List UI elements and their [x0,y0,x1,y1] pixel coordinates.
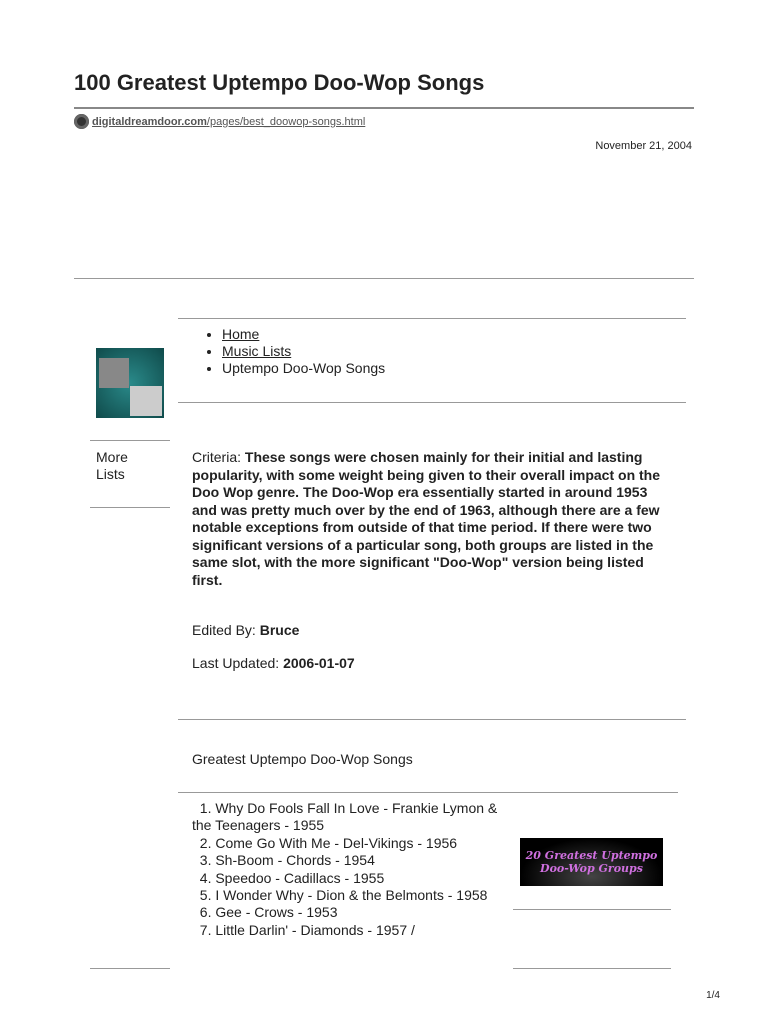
divider [178,719,686,720]
page-number: 1/4 [706,990,720,1001]
breadcrumb-current: • Uptempo Doo-Wop Songs [222,360,385,377]
criteria: Criteria: These songs were chosen mainly for their initial and lasting popularity, with some weight being given to their overall impact on the Doo Wop genre. The Doo-Wop era essentially started in around 1953 and was pretty much over by the end of 1963, although there are a few notable exceptions from outside of that time period. If there were two significant versions of a particular song, both groups are listed in the same slot, with the more significant "Doo-Wop" version being listed first. [192,449,661,588]
divider [178,402,686,403]
more-lists-link[interactable]: More Lists [96,449,128,482]
divider [90,440,170,441]
breadcrumb-home[interactable]: • Home [222,326,385,343]
divider [74,278,694,279]
list-item: 1. Why Do Fools Fall In Love - Frankie Lymon & the Teenagers - 1955 [192,800,502,834]
source-line [74,114,365,129]
breadcrumb-music-lists[interactable]: • Music Lists [222,343,385,360]
divider [513,909,671,910]
divider [90,968,170,969]
song-list [192,800,510,939]
divider [90,507,170,508]
last-updated: Last Updated: 2006-01-07 [192,655,355,671]
page-title: 100 Greatest Uptempo Doo-Wop Songs [74,70,485,95]
source-link[interactable]: digitaldreamdoor.com/pages/best_doowop-songs.html [92,115,366,128]
list-item: 5. I Wonder Why - Dion & the Belmonts - 1958 [192,887,488,904]
breadcrumb [192,326,385,377]
list-item: 2. Come Go With Me - Del-Vikings - 1956 [192,834,458,851]
list-item: 7. Little Darlin' - Diamonds - 1957 / [192,921,415,938]
date: November 21, 2004 [595,140,692,152]
divider [178,792,678,793]
globe-icon [74,114,89,129]
list-item: 3. Sh-Boom - Chords - 1954 [192,852,375,869]
groups-banner-image: 20 Greatest Uptempo Doo-Wop Groups [520,838,663,886]
edited-by: Edited By: Bruce [192,622,300,638]
title-rule [74,107,694,109]
list-item: 4. Speedoo - Cadillacs - 1955 [192,869,385,886]
divider [178,318,686,319]
list-item: 6. Gee - Crows - 1953 [192,904,338,921]
list-heading: Greatest Uptempo Doo-Wop Songs [192,751,413,767]
album-cover-image [96,348,164,418]
divider [513,968,671,969]
